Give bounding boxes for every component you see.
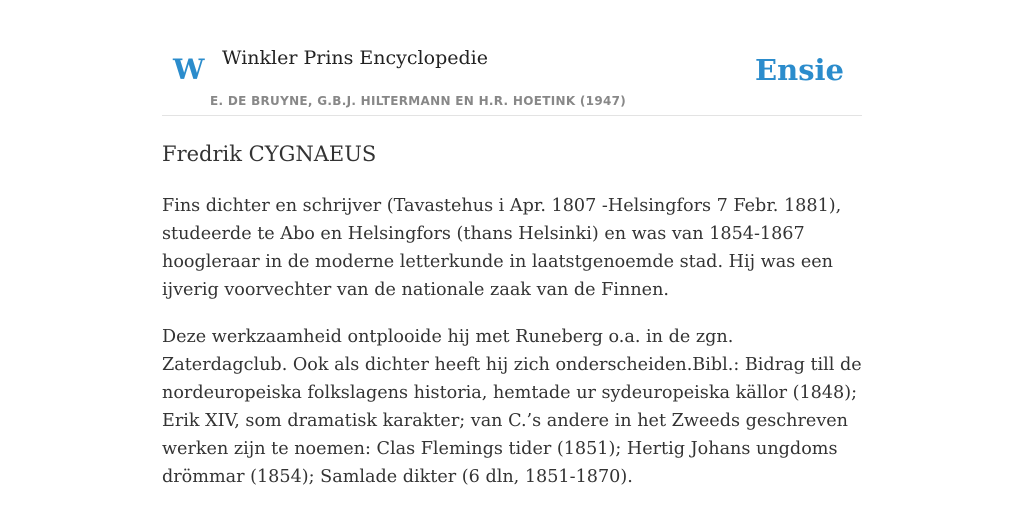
article-paragraph: Deze werkzaamheid ontplooide hij met Runeberg o.a. in de zgn. Zaterdagclub. Ook als dichter heeft hij zich onderscheiden.Bibl.: Bidrag till de nordeuropeiska folkslagens historia, hemtade ur sydeuropeiska källor (1848); Erik XIV, som dramatisk karakter; van C.’s andere in het Zweeds geschreven werken zijn te noemen: Clas Flemings tider (1851); Hertig Johans ungdoms drömmar (1854); Samlade dikter (6 dln, 1851-1870).: [162, 327, 862, 487]
article-title: Fredrik CYGNAEUS: [162, 142, 377, 166]
encyclopedia-title: Winkler Prins Encyclopedie: [222, 47, 488, 69]
ensie-brand-link[interactable]: Ensie: [755, 53, 844, 87]
article: [162, 138, 862, 491]
encyclopedia-authors: E. DE BRUYNE, G.B.J. HILTERMANN EN H.R. HOETINK (1947): [210, 94, 627, 108]
site-header: [162, 0, 862, 116]
article-paragraph: Fins dichter en schrijver (Tavastehus i Apr. 1807 -Helsingfors 7 Febr. 1881), studeerde te Abo en Helsingfors (thans Helsinki) en was van 1854-1867 hoogleraar in de moderne letterkunde in laatstgenoemde stad. Hij was een ijverig voorvechter van de nationale zaak van de Finnen.: [162, 196, 842, 300]
winkler-prins-logo[interactable]: W: [173, 53, 205, 86]
